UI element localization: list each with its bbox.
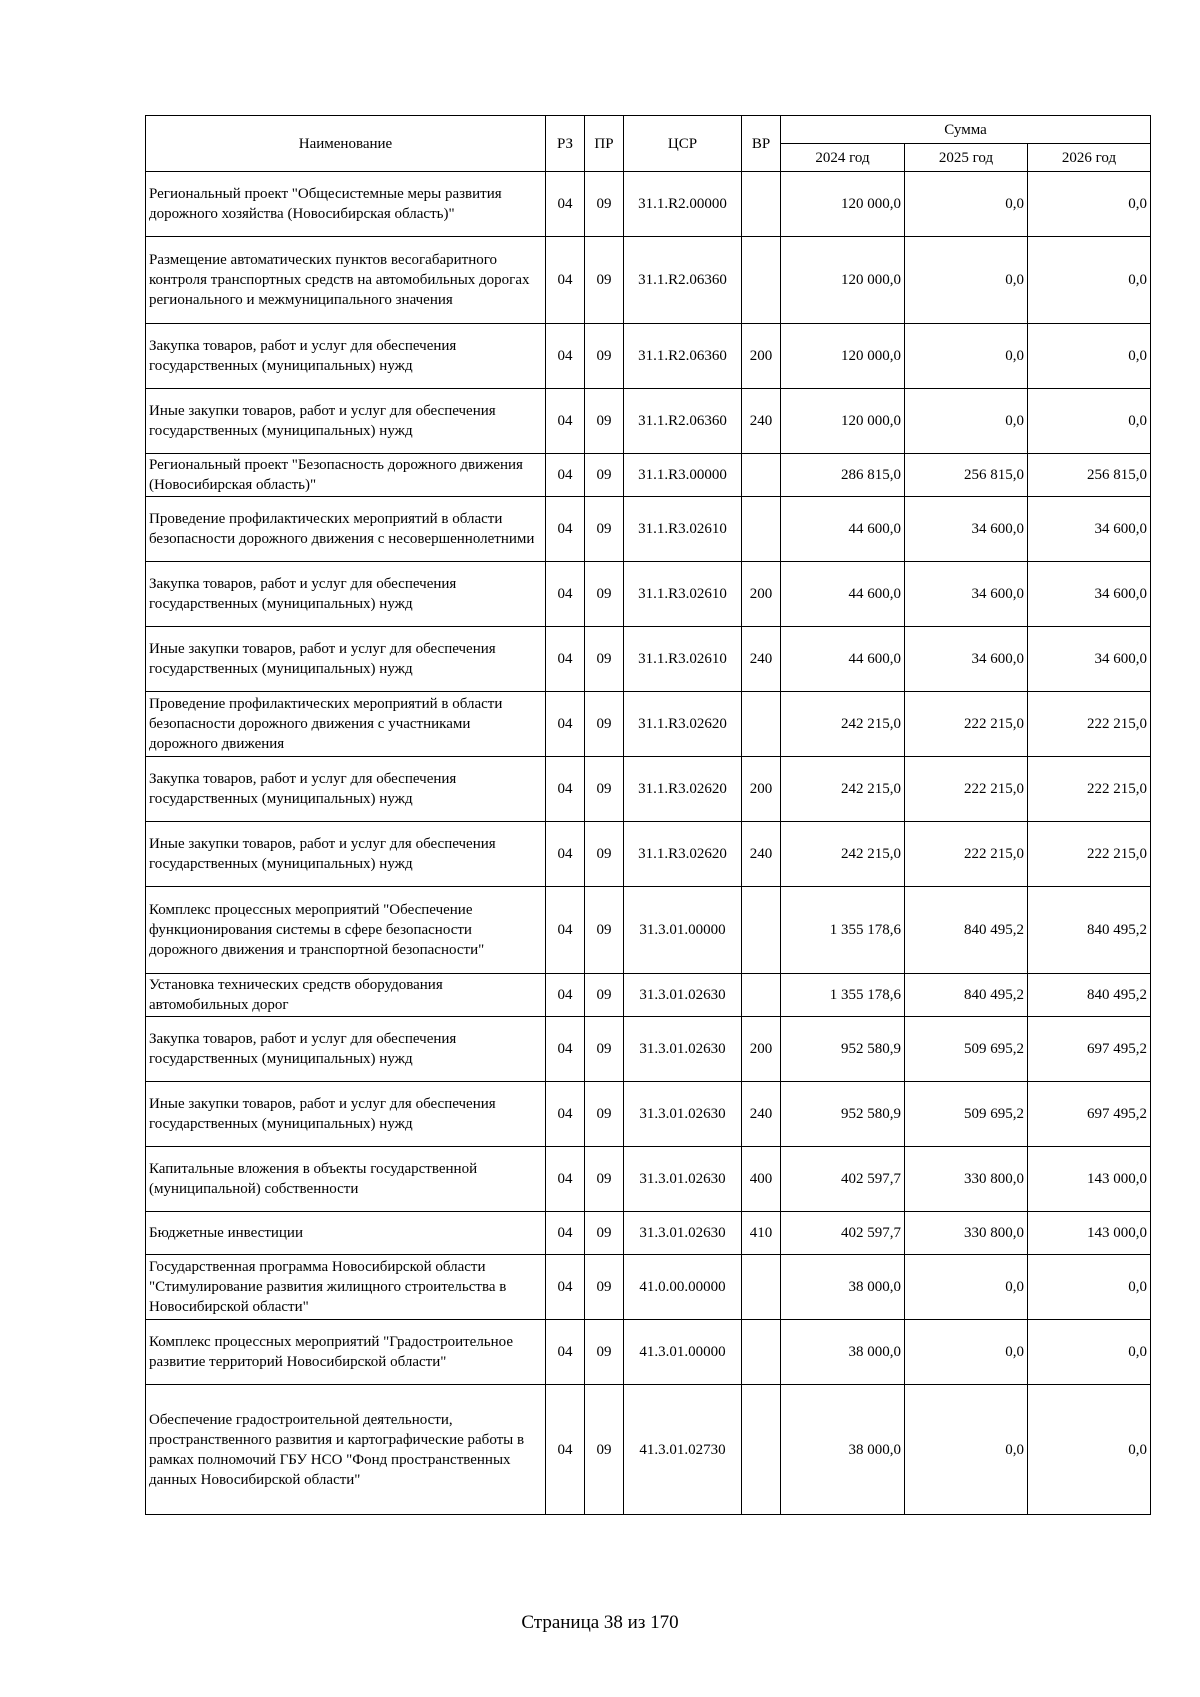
cell-2024: 242 215,0 [781,692,905,757]
cell-rz: 04 [546,1255,585,1320]
cell-vr [742,1320,781,1385]
cell-2026: 222 215,0 [1028,692,1151,757]
cell-2024: 952 580,9 [781,1017,905,1082]
cell-rz: 04 [546,887,585,974]
cell-csr: 31.1.R2.00000 [624,172,742,237]
table-row [146,172,1151,237]
cell-2026: 840 495,2 [1028,887,1151,974]
table-row [146,497,1151,562]
cell-rz: 04 [546,1212,585,1255]
cell-rz: 04 [546,974,585,1017]
cell-pr: 09 [585,389,624,454]
cell-rz: 04 [546,1320,585,1385]
table-row [146,887,1151,974]
cell-vr [742,1255,781,1320]
cell-2025: 0,0 [905,389,1028,454]
cell-pr: 09 [585,974,624,1017]
cell-2024: 44 600,0 [781,562,905,627]
cell-vr [742,692,781,757]
cell-2024: 44 600,0 [781,497,905,562]
cell-csr: 31.3.01.02630 [624,1017,742,1082]
cell-vr: 240 [742,1082,781,1147]
header-pr: ПР [585,116,624,172]
cell-csr: 41.3.01.00000 [624,1320,742,1385]
cell-vr: 200 [742,562,781,627]
cell-rz: 04 [546,454,585,497]
cell-name: Иные закупки товаров, работ и услуг для обеспечения государственных (муниципальных) нужд [146,822,546,887]
header-name: Наименование [146,116,546,172]
cell-csr: 31.1.R3.02610 [624,562,742,627]
cell-name: Размещение автоматических пунктов весогабаритного контроля транспортных средств на автомобильных дорогах регионального и межмуниципального значения [146,237,546,324]
cell-csr: 41.3.01.02730 [624,1385,742,1515]
cell-rz: 04 [546,1385,585,1515]
cell-2024: 286 815,0 [781,454,905,497]
cell-2024: 44 600,0 [781,627,905,692]
cell-2026: 0,0 [1028,1320,1151,1385]
cell-rz: 04 [546,172,585,237]
cell-2025: 840 495,2 [905,887,1028,974]
cell-name: Капитальные вложения в объекты государственной (муниципальной) собственности [146,1147,546,1212]
cell-2024: 120 000,0 [781,237,905,324]
cell-name: Проведение профилактических мероприятий в области безопасности дорожного движения с участниками дорожного движения [146,692,546,757]
table-row [146,822,1151,887]
cell-2026: 0,0 [1028,172,1151,237]
cell-csr: 31.1.R3.02610 [624,627,742,692]
header-vr: ВР [742,116,781,172]
cell-2026: 34 600,0 [1028,627,1151,692]
cell-name: Региональный проект "Общесистемные меры развития дорожного хозяйства (Новосибирская область)" [146,172,546,237]
cell-2025: 0,0 [905,324,1028,389]
cell-name: Иные закупки товаров, работ и услуг для обеспечения государственных (муниципальных) нужд [146,1082,546,1147]
cell-2026: 697 495,2 [1028,1082,1151,1147]
cell-rz: 04 [546,1017,585,1082]
cell-csr: 31.1.R3.02610 [624,497,742,562]
cell-pr: 09 [585,627,624,692]
cell-pr: 09 [585,454,624,497]
cell-rz: 04 [546,389,585,454]
table-row [146,454,1151,497]
cell-csr: 31.1.R3.00000 [624,454,742,497]
cell-csr: 31.1.R2.06360 [624,389,742,454]
cell-vr: 200 [742,324,781,389]
cell-rz: 04 [546,497,585,562]
table-row [146,324,1151,389]
cell-csr: 31.1.R3.02620 [624,822,742,887]
table-body [146,172,1151,1515]
cell-vr: 240 [742,627,781,692]
cell-name: Государственная программа Новосибирской области "Стимулирование развития жилищного строительства в Новосибирской области" [146,1255,546,1320]
cell-2026: 34 600,0 [1028,497,1151,562]
cell-2024: 38 000,0 [781,1385,905,1515]
cell-vr: 200 [742,757,781,822]
cell-2026: 0,0 [1028,1385,1151,1515]
cell-2025: 330 800,0 [905,1212,1028,1255]
cell-2024: 1 355 178,6 [781,974,905,1017]
cell-2025: 840 495,2 [905,974,1028,1017]
cell-csr: 31.3.01.02630 [624,974,742,1017]
cell-2026: 222 215,0 [1028,757,1151,822]
cell-2026: 143 000,0 [1028,1212,1151,1255]
cell-pr: 09 [585,1082,624,1147]
table-row [146,627,1151,692]
cell-2025: 34 600,0 [905,627,1028,692]
cell-rz: 04 [546,324,585,389]
cell-pr: 09 [585,497,624,562]
table-row [146,692,1151,757]
cell-pr: 09 [585,237,624,324]
cell-2026: 222 215,0 [1028,822,1151,887]
cell-2026: 143 000,0 [1028,1147,1151,1212]
budget-table [145,115,1151,1515]
cell-rz: 04 [546,822,585,887]
cell-2025: 222 215,0 [905,757,1028,822]
cell-2026: 697 495,2 [1028,1017,1151,1082]
table-row [146,237,1151,324]
cell-2026: 256 815,0 [1028,454,1151,497]
cell-csr: 31.1.R3.02620 [624,692,742,757]
table-row [146,757,1151,822]
cell-2026: 34 600,0 [1028,562,1151,627]
cell-2024: 242 215,0 [781,757,905,822]
cell-vr: 240 [742,822,781,887]
cell-2024: 952 580,9 [781,1082,905,1147]
cell-pr: 09 [585,822,624,887]
cell-2026: 0,0 [1028,237,1151,324]
cell-name: Бюджетные инвестиции [146,1212,546,1255]
header-sum: Сумма [781,116,1151,144]
cell-name: Обеспечение градостроительной деятельности, пространственного развития и картографические работы в рамках полномочий ГБУ НСО "Фонд пространственных данных Новосибирской области" [146,1385,546,1515]
cell-2025: 0,0 [905,1255,1028,1320]
cell-2025: 330 800,0 [905,1147,1028,1212]
header-year-2026: 2026 год [1028,144,1151,172]
cell-pr: 09 [585,757,624,822]
cell-2025: 256 815,0 [905,454,1028,497]
cell-pr: 09 [585,692,624,757]
cell-pr: 09 [585,324,624,389]
cell-name: Региональный проект "Безопасность дорожного движения (Новосибирская область)" [146,454,546,497]
cell-name: Закупка товаров, работ и услуг для обеспечения государственных (муниципальных) нужд [146,757,546,822]
cell-rz: 04 [546,757,585,822]
cell-vr [742,974,781,1017]
cell-pr: 09 [585,1147,624,1212]
cell-csr: 31.3.01.02630 [624,1147,742,1212]
header-rz: РЗ [546,116,585,172]
cell-name: Закупка товаров, работ и услуг для обеспечения государственных (муниципальных) нужд [146,562,546,627]
cell-pr: 09 [585,1320,624,1385]
cell-csr: 31.1.R2.06360 [624,237,742,324]
table-row [146,1082,1151,1147]
cell-csr: 31.1.R3.02620 [624,757,742,822]
cell-pr: 09 [585,172,624,237]
cell-csr: 41.0.00.00000 [624,1255,742,1320]
cell-name: Иные закупки товаров, работ и услуг для обеспечения государственных (муниципальных) нужд [146,389,546,454]
cell-2025: 509 695,2 [905,1017,1028,1082]
cell-2025: 0,0 [905,237,1028,324]
cell-csr: 31.3.01.02630 [624,1082,742,1147]
cell-2025: 222 215,0 [905,692,1028,757]
table-row [146,1147,1151,1212]
cell-2024: 38 000,0 [781,1255,905,1320]
cell-2025: 0,0 [905,1320,1028,1385]
cell-2025: 509 695,2 [905,1082,1028,1147]
header-year-2025: 2025 год [905,144,1028,172]
cell-pr: 09 [585,1212,624,1255]
cell-pr: 09 [585,1255,624,1320]
cell-2024: 38 000,0 [781,1320,905,1385]
cell-2024: 1 355 178,6 [781,887,905,974]
cell-2025: 34 600,0 [905,562,1028,627]
page-number: Страница 38 из 170 [521,1612,679,1633]
cell-csr: 31.1.R2.06360 [624,324,742,389]
table-row [146,1255,1151,1320]
cell-2026: 0,0 [1028,389,1151,454]
cell-2024: 402 597,7 [781,1212,905,1255]
cell-2025: 34 600,0 [905,497,1028,562]
cell-name: Иные закупки товаров, работ и услуг для обеспечения государственных (муниципальных) нужд [146,627,546,692]
cell-2024: 402 597,7 [781,1147,905,1212]
cell-2024: 120 000,0 [781,172,905,237]
table-row [146,1385,1151,1515]
cell-rz: 04 [546,1147,585,1212]
cell-vr [742,497,781,562]
cell-2024: 242 215,0 [781,822,905,887]
cell-name: Комплекс процессных мероприятий "Градостроительное развитие территорий Новосибирской области" [146,1320,546,1385]
cell-csr: 31.3.01.02630 [624,1212,742,1255]
cell-2026: 840 495,2 [1028,974,1151,1017]
cell-csr: 31.3.01.00000 [624,887,742,974]
cell-pr: 09 [585,1017,624,1082]
cell-rz: 04 [546,562,585,627]
cell-vr [742,172,781,237]
cell-name: Установка технических средств оборудования автомобильных дорог [146,974,546,1017]
table-row [146,1320,1151,1385]
cell-2026: 0,0 [1028,324,1151,389]
cell-2026: 0,0 [1028,1255,1151,1320]
cell-name: Проведение профилактических мероприятий в области безопасности дорожного движения с несовершеннолетними [146,497,546,562]
cell-vr [742,1385,781,1515]
cell-name: Комплекс процессных мероприятий "Обеспечение функционирования системы в сфере безопасности дорожного движения и транспортной безопасности" [146,887,546,974]
cell-vr [742,887,781,974]
cell-rz: 04 [546,692,585,757]
cell-2025: 0,0 [905,172,1028,237]
cell-2025: 222 215,0 [905,822,1028,887]
cell-vr: 410 [742,1212,781,1255]
cell-vr: 400 [742,1147,781,1212]
table-row [146,974,1151,1017]
cell-2024: 120 000,0 [781,389,905,454]
cell-vr [742,454,781,497]
cell-vr: 200 [742,1017,781,1082]
cell-rz: 04 [546,627,585,692]
header-year-2024: 2024 год [781,144,905,172]
table-row [146,562,1151,627]
table-row [146,1212,1151,1255]
header-csr: ЦСР [624,116,742,172]
cell-2025: 0,0 [905,1385,1028,1515]
cell-pr: 09 [585,562,624,627]
table-row [146,1017,1151,1082]
cell-vr: 240 [742,389,781,454]
cell-vr [742,237,781,324]
cell-rz: 04 [546,237,585,324]
cell-2024: 120 000,0 [781,324,905,389]
cell-name: Закупка товаров, работ и услуг для обеспечения государственных (муниципальных) нужд [146,324,546,389]
cell-pr: 09 [585,1385,624,1515]
cell-name: Закупка товаров, работ и услуг для обеспечения государственных (муниципальных) нужд [146,1017,546,1082]
cell-rz: 04 [546,1082,585,1147]
table-row [146,389,1151,454]
cell-pr: 09 [585,887,624,974]
